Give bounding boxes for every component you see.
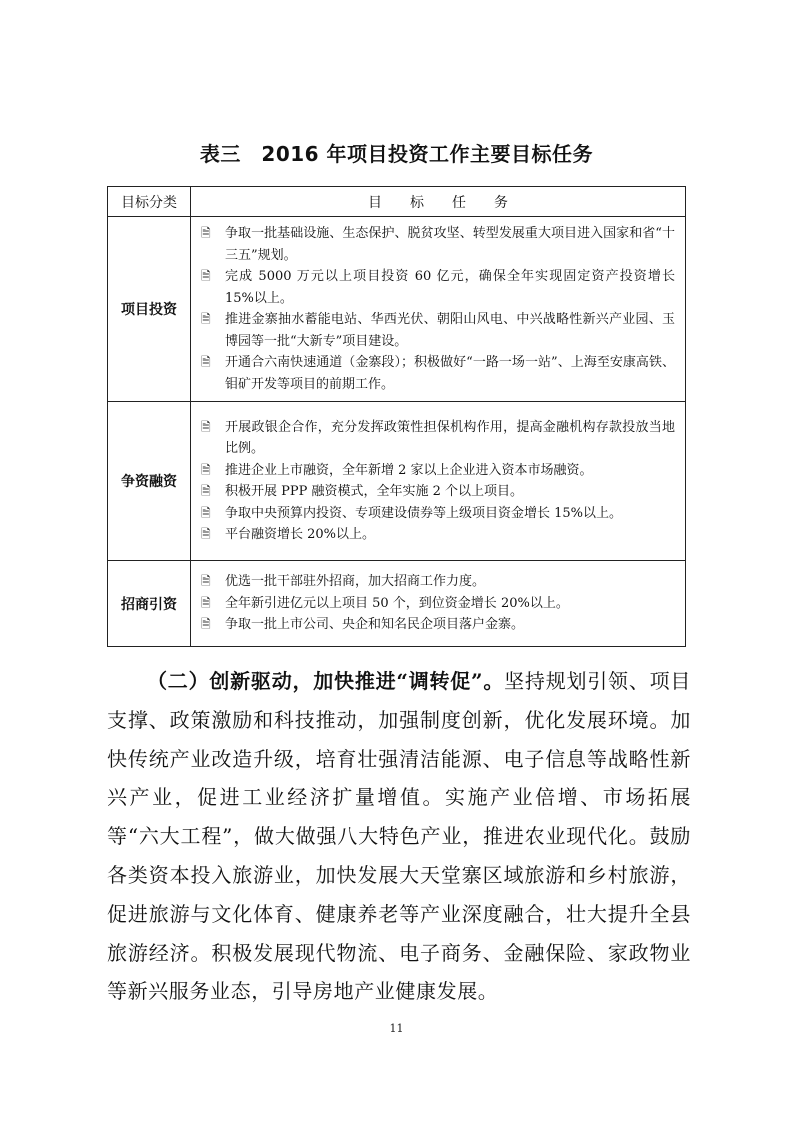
row-items: [191, 217, 686, 402]
row-category: 争资融资: [108, 402, 191, 561]
list-item: 🗎 积极开展 PPP 融资模式，全年实施 2 个以上项目。: [201, 481, 675, 503]
list-item: 🗎 推进企业上市融资，全年新增 2 家以上企业进入资本市场融资。: [201, 460, 675, 482]
table-header-row: [108, 187, 686, 217]
paragraph-body: 坚持规划引领、项目支撑、政策激励和科技推动，加强制度创新，优化发展环境。加快传统产业改造升级，培育壮强清洁能源、电子信息等战略性新兴产业，促进工业经济扩量增值。实施产业倍增、市场拓展等“六大工程”，做大做强八大特色产业，推进农业现代化。鼓励各类资本投入旅游业，加快发展大天堂寨区域旅游和乡村旅游，促进旅游与文化体育、健康养老等产业深度融合，壮大提升全县旅游经济。积极发展现代物流、电子商务、金融保险、家政物业等新兴服务业态，引导房地产业健康发展。: [107, 669, 691, 1004]
row-category: 招商引资: [108, 561, 191, 647]
document-icon: 🗎: [201, 505, 211, 520]
list-item: 🗎 争取一批上市公司、央企和知名民企项目落户金寨。: [201, 614, 675, 636]
header-tasks: 目标任务: [191, 187, 686, 217]
document-icon: 🗎: [201, 617, 211, 632]
list-item: 🗎 完成 5000 万元以上项目投资 60 亿元，确保全年实现固定资产投资增长 15%以上。: [201, 266, 675, 309]
list-item: 🗎 开展政银企合作，充分发挥政策性担保机构作用，提高金融机构存款投放当地比例。: [201, 417, 675, 460]
paragraph-heading: （二）创新驱动，加快推进“调转促”。: [147, 669, 505, 693]
document-icon: 🗎: [201, 419, 211, 434]
table-row: [108, 217, 686, 402]
body-paragraph: [107, 662, 691, 1011]
list-item: 🗎 优选一批干部驻外招商，加大招商工作力度。: [201, 571, 675, 593]
document-icon: 🗎: [201, 462, 211, 477]
document-icon: 🗎: [201, 484, 211, 498]
document-icon: 🗎: [201, 355, 211, 369]
table-row: [108, 402, 686, 561]
document-icon: 🗎: [201, 226, 211, 240]
table-title: 表三 2016 年项目投资工作主要目标任务: [199, 142, 594, 166]
header-category: 目标分类: [108, 187, 191, 217]
list-item: 🗎 全年新引进亿元以上项目 50 个，到位资金增长 20%以上。: [201, 593, 675, 615]
document-icon: 🗎: [201, 527, 211, 541]
document-icon: 🗎: [201, 269, 211, 283]
list-item: 🗎 推进金寨抽水蓄能电站、华西光伏、朝阳山风电、中兴战略性新兴产业园、玉博园等一批“大新专”项目建设。: [201, 309, 675, 352]
document-icon: 🗎: [201, 312, 211, 326]
row-category: 项目投资: [108, 217, 191, 402]
row-items: [191, 561, 686, 647]
list-item: 🗎 平台融资增长 20%以上。: [201, 524, 675, 546]
document-icon: 🗎: [201, 574, 211, 589]
table-row: [108, 561, 686, 647]
document-icon: 🗎: [201, 595, 211, 610]
row-items: [191, 402, 686, 561]
targets-table: [107, 186, 686, 647]
list-item: 🗎 争取一批基础设施、生态保护、脱贫攻坚、转型发展重大项目进入国家和省“十三五”规划。: [201, 223, 675, 266]
list-item: 🗎 争取中央预算内投资、专项建设债券等上级项目资金增长 15%以上。: [201, 503, 675, 525]
list-item: 🗎 开通合六南快速通道（金寨段）；积极做好“一路一场一站”、上海至安康高铁、钼矿开发等项目的前期工作。: [201, 352, 675, 395]
page-number: 11: [389, 1022, 404, 1035]
